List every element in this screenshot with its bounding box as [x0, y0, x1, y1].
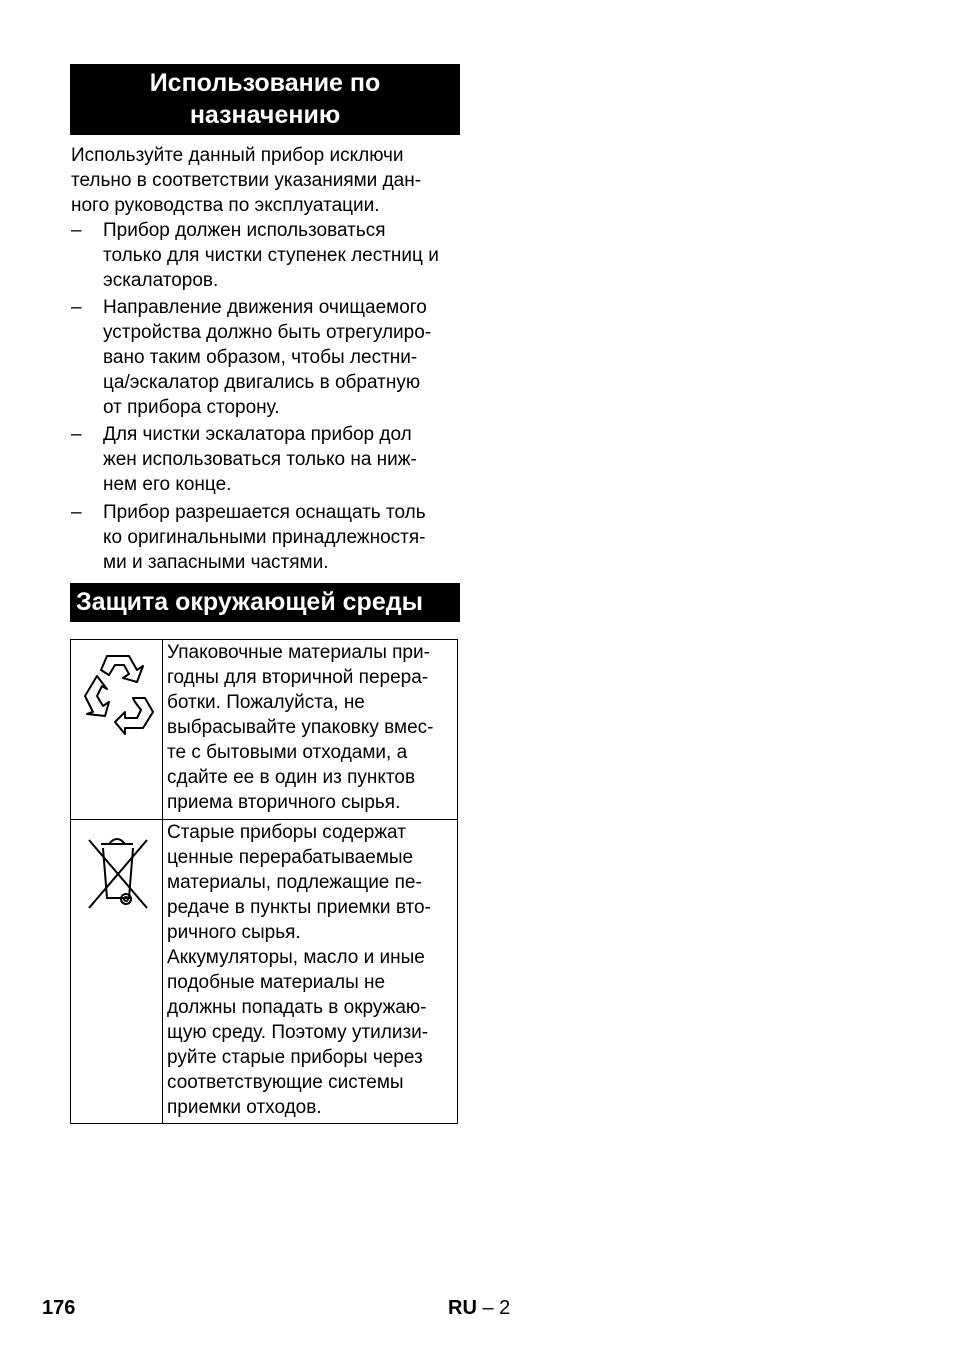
list-item-line: Прибор должен использоваться	[103, 220, 386, 241]
text-cell	[163, 820, 458, 1124]
list-item-line: от прибора сторону.	[103, 397, 280, 418]
environment-table	[70, 639, 458, 1124]
page-number: 176	[42, 1297, 76, 1319]
cell-line: приемки отходов.	[167, 1097, 322, 1118]
sub-page-number: 2	[499, 1297, 511, 1319]
intro-line: тельно в соответствии указаниями дан-	[71, 170, 422, 191]
intro-line: Используйте данный прибор исключи	[71, 145, 404, 166]
footer-separator: –	[476, 1297, 500, 1319]
cell-line: Старые приборы содержат	[167, 822, 406, 843]
list-item-line: нем его конце.	[103, 474, 232, 495]
cell-line: сдайте ее в один из пунктов	[167, 767, 416, 788]
list-item	[103, 500, 426, 575]
footer-language-page	[448, 1297, 510, 1320]
cell-line: материалы, подлежащие пе-	[167, 872, 422, 893]
list-item-line: только для чистки ступенек лестниц и	[103, 245, 439, 266]
cell-line: руйте старые приборы через	[167, 1047, 423, 1068]
intro-line: ного руководства по эксплуатации.	[71, 195, 380, 216]
icon-cell	[71, 820, 163, 1124]
cell-line: ботки. Пожалуйста, не	[167, 692, 365, 713]
cell-line: Упаковочные материалы при-	[167, 642, 430, 663]
list-item-line: Направление движения очищаемого	[103, 297, 427, 318]
cell-line: подобные материалы не	[167, 972, 386, 993]
cell-line: соответствующие системы	[167, 1072, 404, 1093]
title-line-1: Использование по	[149, 69, 381, 97]
list-dash: –	[71, 297, 82, 318]
cell-line: щую среду. Поэтому утилизи-	[167, 1022, 429, 1043]
list-dash: –	[71, 220, 82, 241]
cell-line: должны попадать в окружаю-	[167, 997, 427, 1018]
intro-paragraph	[71, 143, 421, 218]
title-line-2: назначению	[189, 101, 341, 129]
section-title-environment: Защита окружающей среды	[70, 583, 460, 622]
cell-paragraph	[167, 820, 454, 1120]
crossed-bin-icon	[71, 820, 162, 920]
cell-line: редаче в пункты приемки вто-	[167, 897, 431, 918]
list-item	[103, 422, 417, 497]
cell-line: те с бытовыми отходами, а	[167, 742, 408, 763]
list-item-line: ко оригинальными принадлежностя-	[103, 527, 426, 548]
section-title-intended-use	[70, 64, 460, 135]
list-dash: –	[71, 502, 82, 523]
table-row	[71, 640, 458, 820]
icon-cell	[71, 640, 163, 820]
list-item-line: вано таким образом, чтобы лестни-	[103, 347, 418, 368]
list-item-line: устройства должно быть отрегулиро-	[103, 322, 432, 343]
cell-paragraph	[167, 640, 454, 815]
cell-line: Аккумуляторы, масло и иные	[167, 947, 425, 968]
list-item-line: эскалаторов.	[103, 270, 219, 291]
list-item-line: жен использоваться только на ниж-	[103, 449, 417, 470]
cell-line: ценные перерабатываемые	[167, 847, 414, 868]
table-row	[71, 820, 458, 1124]
language-code: RU	[448, 1297, 477, 1319]
list-dash: –	[71, 424, 82, 445]
list-item-line: Прибор разрешается оснащать толь	[103, 502, 426, 523]
cell-line: выбрасывайте упаковку вмес-	[167, 717, 434, 738]
list-item-line: Для чистки эскалатора прибор дол	[103, 424, 412, 445]
list-item-line: ми и запасными частями.	[103, 552, 329, 573]
text-cell	[163, 640, 458, 820]
cell-line: ричного сырья.	[167, 922, 301, 943]
list-item	[103, 295, 431, 420]
cell-line: приема вторичного сырья.	[167, 792, 401, 813]
list-item	[103, 218, 439, 293]
cell-line: годны для вторичной перера-	[167, 667, 429, 688]
recycle-icon	[71, 640, 162, 740]
list-item-line: ца/эскалатор двигались в обратную	[103, 372, 421, 393]
